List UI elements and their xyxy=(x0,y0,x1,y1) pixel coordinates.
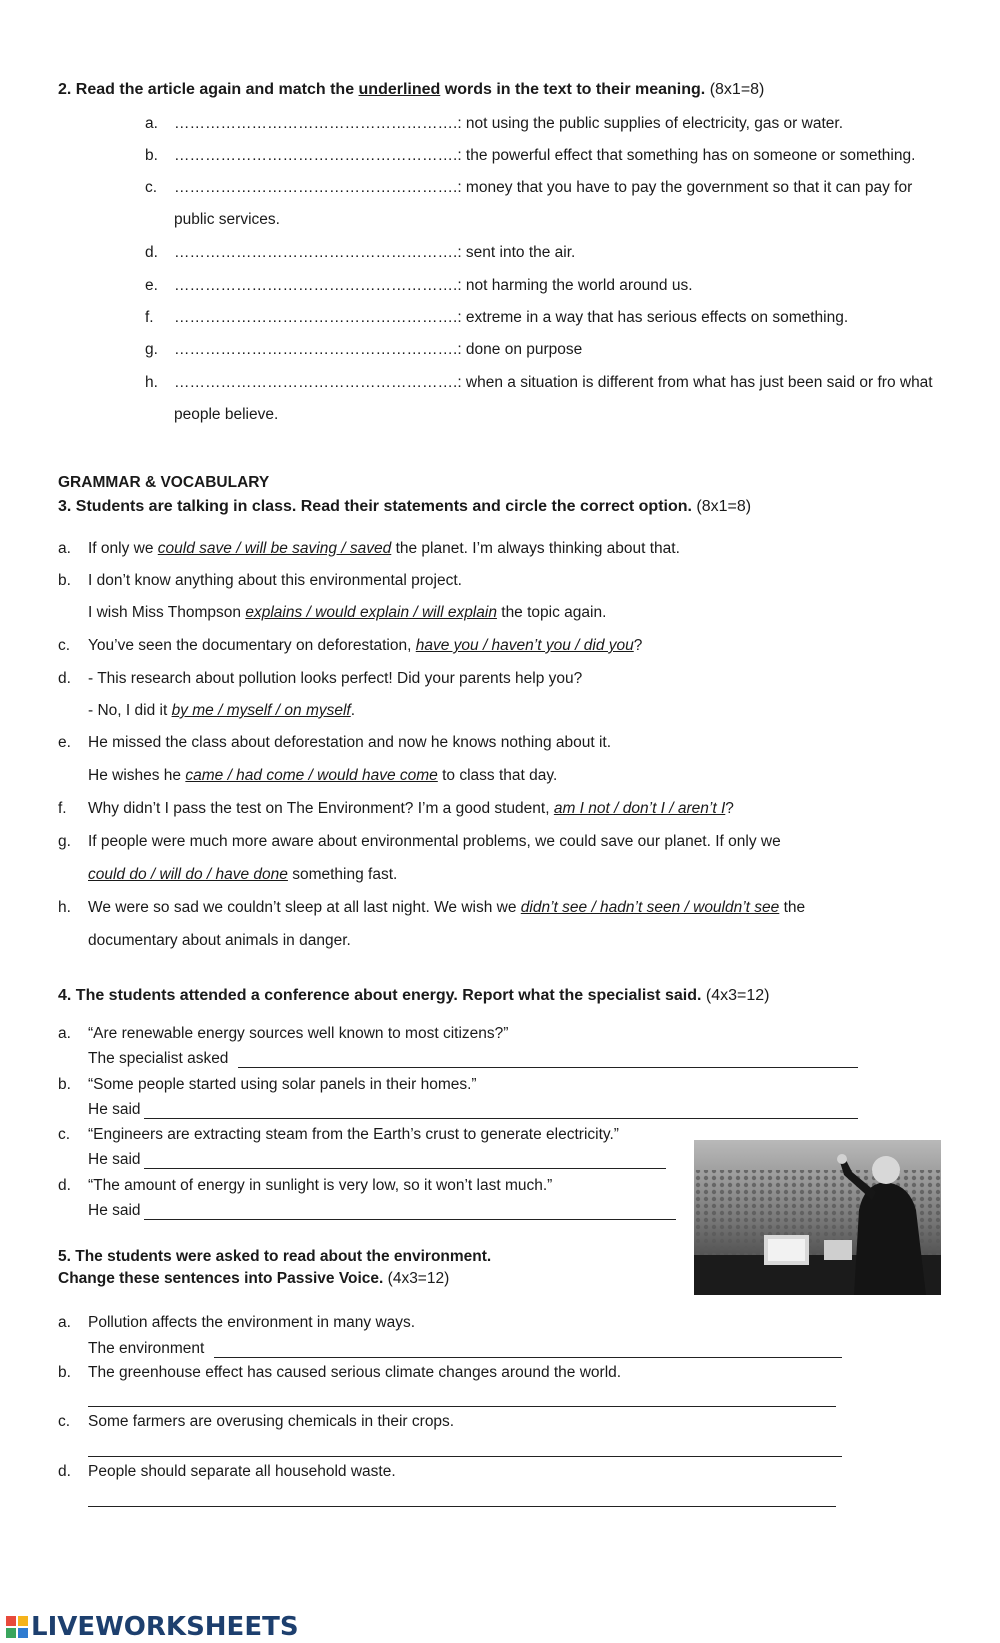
sentence-text: documentary about animals in danger. xyxy=(88,932,351,949)
item-letter: c. xyxy=(58,1413,71,1430)
item-letter: e. xyxy=(58,734,71,751)
answer-lead: The specialist asked xyxy=(88,1050,229,1067)
quote-text: “Are renewable energy sources well known to most citizens?” xyxy=(88,1025,509,1042)
item-letter: b. xyxy=(58,572,71,589)
item-meaning: : when a situation is different from what has just been said or fro what xyxy=(457,374,933,391)
item-letter: g. xyxy=(58,833,71,850)
sentence-text: ? xyxy=(725,800,734,817)
item-letter: a. xyxy=(58,1314,71,1331)
dots-blank[interactable]: ………………………………………………. xyxy=(174,277,458,294)
item-letter: b. xyxy=(145,147,158,164)
item-letter: a. xyxy=(145,115,158,132)
options[interactable]: have you / haven’t you / did you xyxy=(415,637,634,654)
sentence-text: ? xyxy=(633,637,643,654)
item-letter: f. xyxy=(58,800,67,817)
sentence-text: - This research about pollution looks perfect! Did your parents help you? xyxy=(88,670,583,687)
item-letter: e. xyxy=(145,277,158,294)
sentence-text: Why didn’t I pass the test on The Environment? I’m a good student, xyxy=(88,800,554,817)
dots-blank[interactable]: ………………………………………………. xyxy=(174,341,458,358)
sentence-text: - No, I did it xyxy=(88,702,172,719)
dots-blank[interactable]: ………………………………………………. xyxy=(174,309,458,326)
section3-title-text: 3. Students are talking in class. Read their statements and circle the correct option. xyxy=(58,498,692,515)
options[interactable]: am I not / don’t I / aren’t I xyxy=(553,800,726,817)
sentence-text: Pollution affects the environment in many ways. xyxy=(88,1314,416,1331)
answer-lead: He said xyxy=(88,1101,141,1118)
options[interactable]: came / had come / would have come xyxy=(185,767,438,784)
logo-squares-icon xyxy=(6,1616,28,1638)
answer-line[interactable] xyxy=(88,1406,836,1407)
item-meaning: : the powerful effect that something has on someone or something. xyxy=(457,147,916,164)
section2-points: (8x1=8) xyxy=(709,81,765,98)
sentence-text: the planet. I’m always thinking about that. xyxy=(391,540,680,557)
item-letter: a. xyxy=(58,1025,71,1042)
item-letter: c. xyxy=(58,637,71,654)
options[interactable]: could do / will do / have done xyxy=(88,866,288,883)
options[interactable]: could save / will be saving / saved xyxy=(157,540,392,557)
options[interactable]: explains / would explain / will explain xyxy=(245,604,497,621)
section5-points: (4x3=12) xyxy=(387,1270,450,1287)
item-letter: h. xyxy=(58,899,71,916)
sentence-text: People should separate all household waste. xyxy=(88,1463,396,1480)
item-letter: d. xyxy=(58,1177,71,1194)
quote-text: “The amount of energy in sunlight is very low, so it won’t last much.” xyxy=(88,1177,553,1194)
sentence-text: I don’t know anything about this environmental project. xyxy=(88,572,462,589)
item-letter: a. xyxy=(58,540,71,557)
answer-lead: He said xyxy=(88,1202,141,1219)
dots-blank[interactable]: ………………………………………………. xyxy=(174,374,458,391)
sentence-text: to class that day. xyxy=(437,767,558,784)
section3-title xyxy=(58,498,751,516)
item-meaning: : not harming the world around us. xyxy=(457,277,693,294)
section4-points: (4x3=12) xyxy=(705,987,770,1004)
section2-title-prefix: 2. Read the article again and match the xyxy=(58,81,359,98)
liveworksheets-logo[interactable] xyxy=(6,1612,299,1642)
answer-line[interactable] xyxy=(144,1219,676,1220)
sentence-text: something fast. xyxy=(287,866,398,883)
options[interactable]: didn’t see / hadn’t seen / wouldn’t see xyxy=(520,899,780,916)
section2-title-underlined: underlined xyxy=(358,81,441,98)
sentence-text: We were so sad we couldn’t sleep at all last night. We wish we xyxy=(88,899,521,916)
answer-line[interactable] xyxy=(88,1506,836,1507)
item-meaning-cont: public services. xyxy=(174,211,280,228)
sentence-text: You’ve seen the documentary on deforestation, xyxy=(88,637,416,654)
sentence-text: He wishes he xyxy=(88,767,186,784)
conference-photo xyxy=(694,1140,941,1295)
answer-lead: He said xyxy=(88,1151,141,1168)
section4-title xyxy=(58,987,769,1005)
sentence-text: . xyxy=(350,702,356,719)
item-letter: c. xyxy=(58,1126,71,1143)
conference-photo-svg xyxy=(694,1140,941,1295)
dots-blank[interactable]: ………………………………………………. xyxy=(174,115,458,132)
sentence-text: If only we xyxy=(88,540,158,557)
logo-text: LIVEWORKSHEETS xyxy=(31,1612,299,1642)
options[interactable]: by me / myself / on myself xyxy=(171,702,351,719)
section4-title-text: 4. The students attended a conference about energy. Report what the specialist said. xyxy=(58,987,702,1004)
item-letter: b. xyxy=(58,1076,71,1093)
quote-text: “Some people started using solar panels in their homes.” xyxy=(88,1076,477,1093)
answer-line[interactable] xyxy=(238,1067,858,1068)
item-meaning: : not using the public supplies of electricity, gas or water. xyxy=(457,115,844,132)
section5-title-line2 xyxy=(58,1270,449,1288)
sentence-text: The greenhouse effect has caused serious climate changes around the world. xyxy=(88,1364,622,1381)
item-letter: f. xyxy=(145,309,154,326)
section2-title-suffix: words in the text to their meaning. xyxy=(440,81,706,98)
item-letter: d. xyxy=(145,244,158,261)
item-letter: c. xyxy=(145,179,158,196)
dots-blank[interactable]: ………………………………………………. xyxy=(174,147,458,164)
dots-blank[interactable]: ………………………………………………. xyxy=(174,179,458,196)
item-meaning: : sent into the air. xyxy=(457,244,576,261)
item-meaning: : done on purpose xyxy=(457,341,583,358)
sentence-text: Some farmers are overusing chemicals in their crops. xyxy=(88,1413,455,1430)
item-letter: g. xyxy=(145,341,158,358)
section2-title xyxy=(58,81,764,99)
sentence-text: the topic again. xyxy=(496,604,607,621)
item-letter: d. xyxy=(58,1463,71,1480)
sentence-text: I wish Miss Thompson xyxy=(88,604,246,621)
sentence-text: the xyxy=(779,899,806,916)
section3-points: (8x1=8) xyxy=(696,498,752,515)
item-meaning: : extreme in a way that has serious effects on something. xyxy=(457,309,849,326)
grammar-heading: GRAMMAR & VOCABULARY xyxy=(58,474,270,491)
sentence-text: He missed the class about deforestation and now he knows nothing about it. xyxy=(88,734,612,751)
item-letter: b. xyxy=(58,1364,71,1381)
item-letter: h. xyxy=(145,374,158,391)
section5-title-line1: 5. The students were asked to read about the environment. xyxy=(58,1248,492,1265)
answer-line[interactable] xyxy=(144,1168,666,1169)
item-meaning: : money that you have to pay the government so that it can pay for xyxy=(457,179,913,196)
item-letter: d. xyxy=(58,670,71,687)
quote-text: “Engineers are extracting steam from the Earth’s crust to generate electricity.” xyxy=(88,1126,619,1143)
answer-line[interactable] xyxy=(214,1357,842,1358)
answer-lead: The environment xyxy=(88,1340,205,1357)
section5-title-text: Change these sentences into Passive Voice. xyxy=(58,1270,384,1287)
item-meaning-cont: people believe. xyxy=(174,406,279,423)
dots-blank[interactable]: ………………………………………………. xyxy=(174,244,458,261)
answer-line[interactable] xyxy=(88,1456,842,1457)
sentence-text: If people were much more aware about environmental problems, we could save our planet. If only we xyxy=(88,833,781,850)
answer-line[interactable] xyxy=(144,1118,858,1119)
